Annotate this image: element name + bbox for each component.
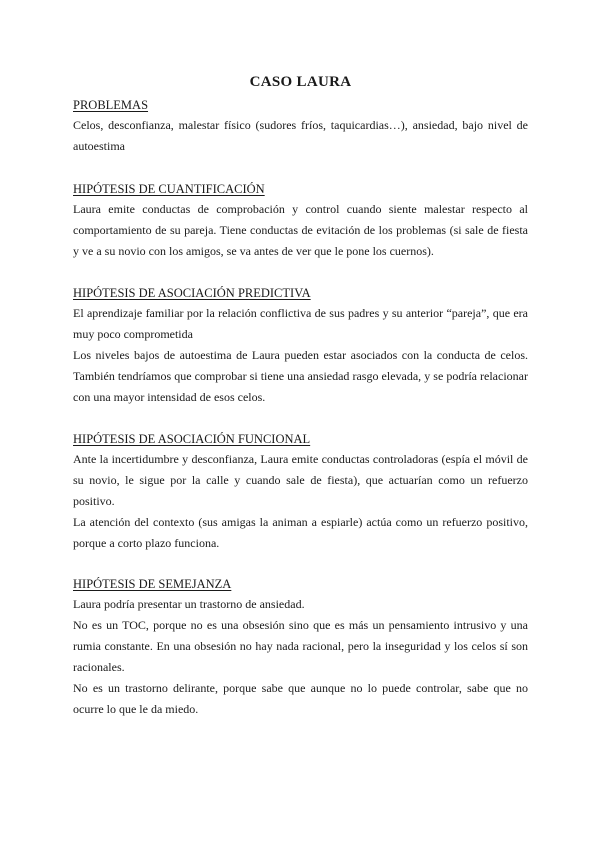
section-paragraph: La atención del contexto (sus amigas la animan a espiarle) actúa como un refuerzo positivo, porque a corto plazo funciona. [73,515,528,550]
section-problemas [73,95,528,157]
section-heading: HIPÓTESIS DE SEMEJANZA [73,577,232,591]
section-heading: HIPÓTESIS DE CUANTIFICACIÓN [73,182,265,196]
section-heading: HIPÓTESIS DE ASOCIACIÓN PREDICTIVA [73,286,311,300]
section-heading: HIPÓTESIS DE ASOCIACIÓN FUNCIONAL [73,432,311,446]
section-hipotesis-cuantificacion [73,179,528,262]
section-paragraph: Laura podría presentar un trastorno de ansiedad. [73,597,305,611]
section-paragraph: No es un TOC, porque no es una obsesión sino que es más un pensamiento intrusivo y una rumia constante. En una obsesión no hay nada racional, pero la inseguridad y los celos sí son racionales. [73,618,528,674]
section-paragraph: No es un trastorno delirante, porque sabe que aunque no lo puede controlar, sabe que no ocurre lo que le da miedo. [73,681,528,716]
section-paragraph: El aprendizaje familiar por la relación conflictiva de sus padres y su anterior “pareja”, que era muy poco comprometida [73,306,528,341]
section-hipotesis-asociacion-funcional [73,429,528,554]
section-hipotesis-asociacion-predictiva [73,283,528,408]
section-paragraph: Celos, desconfianza, malestar físico (sudores fríos, taquicardias…), ansiedad, bajo nivel de autoestima [73,118,528,153]
section-paragraph: Los niveles bajos de autoestima de Laura pueden estar asociados con la conducta de celos. También tendríamos que comprobar si tiene una ansiedad rasgo elevada, y se podría relacionar con una mayor intensidad de esos celos. [73,348,528,404]
section-hipotesis-semejanza [73,574,528,720]
section-heading: PROBLEMAS [73,98,149,112]
section-paragraph: Ante la incertidumbre y desconfianza, Laura emite conductas controladoras (espía el móvil de su novio, le sigue por la calle y cuando sale de fiesta), que actuarían como un refuerzo positivo. [73,452,528,508]
section-paragraph: Laura emite conductas de comprobación y control cuando siente malestar respecto al comportamiento de su pareja. Tiene conductas de evitación de los problemas (si sale de fiesta y ve a su novio con los amigos, se va antes de ver que le pone los cuernos). [73,202,528,258]
document-title: CASO LAURA [249,74,352,90]
